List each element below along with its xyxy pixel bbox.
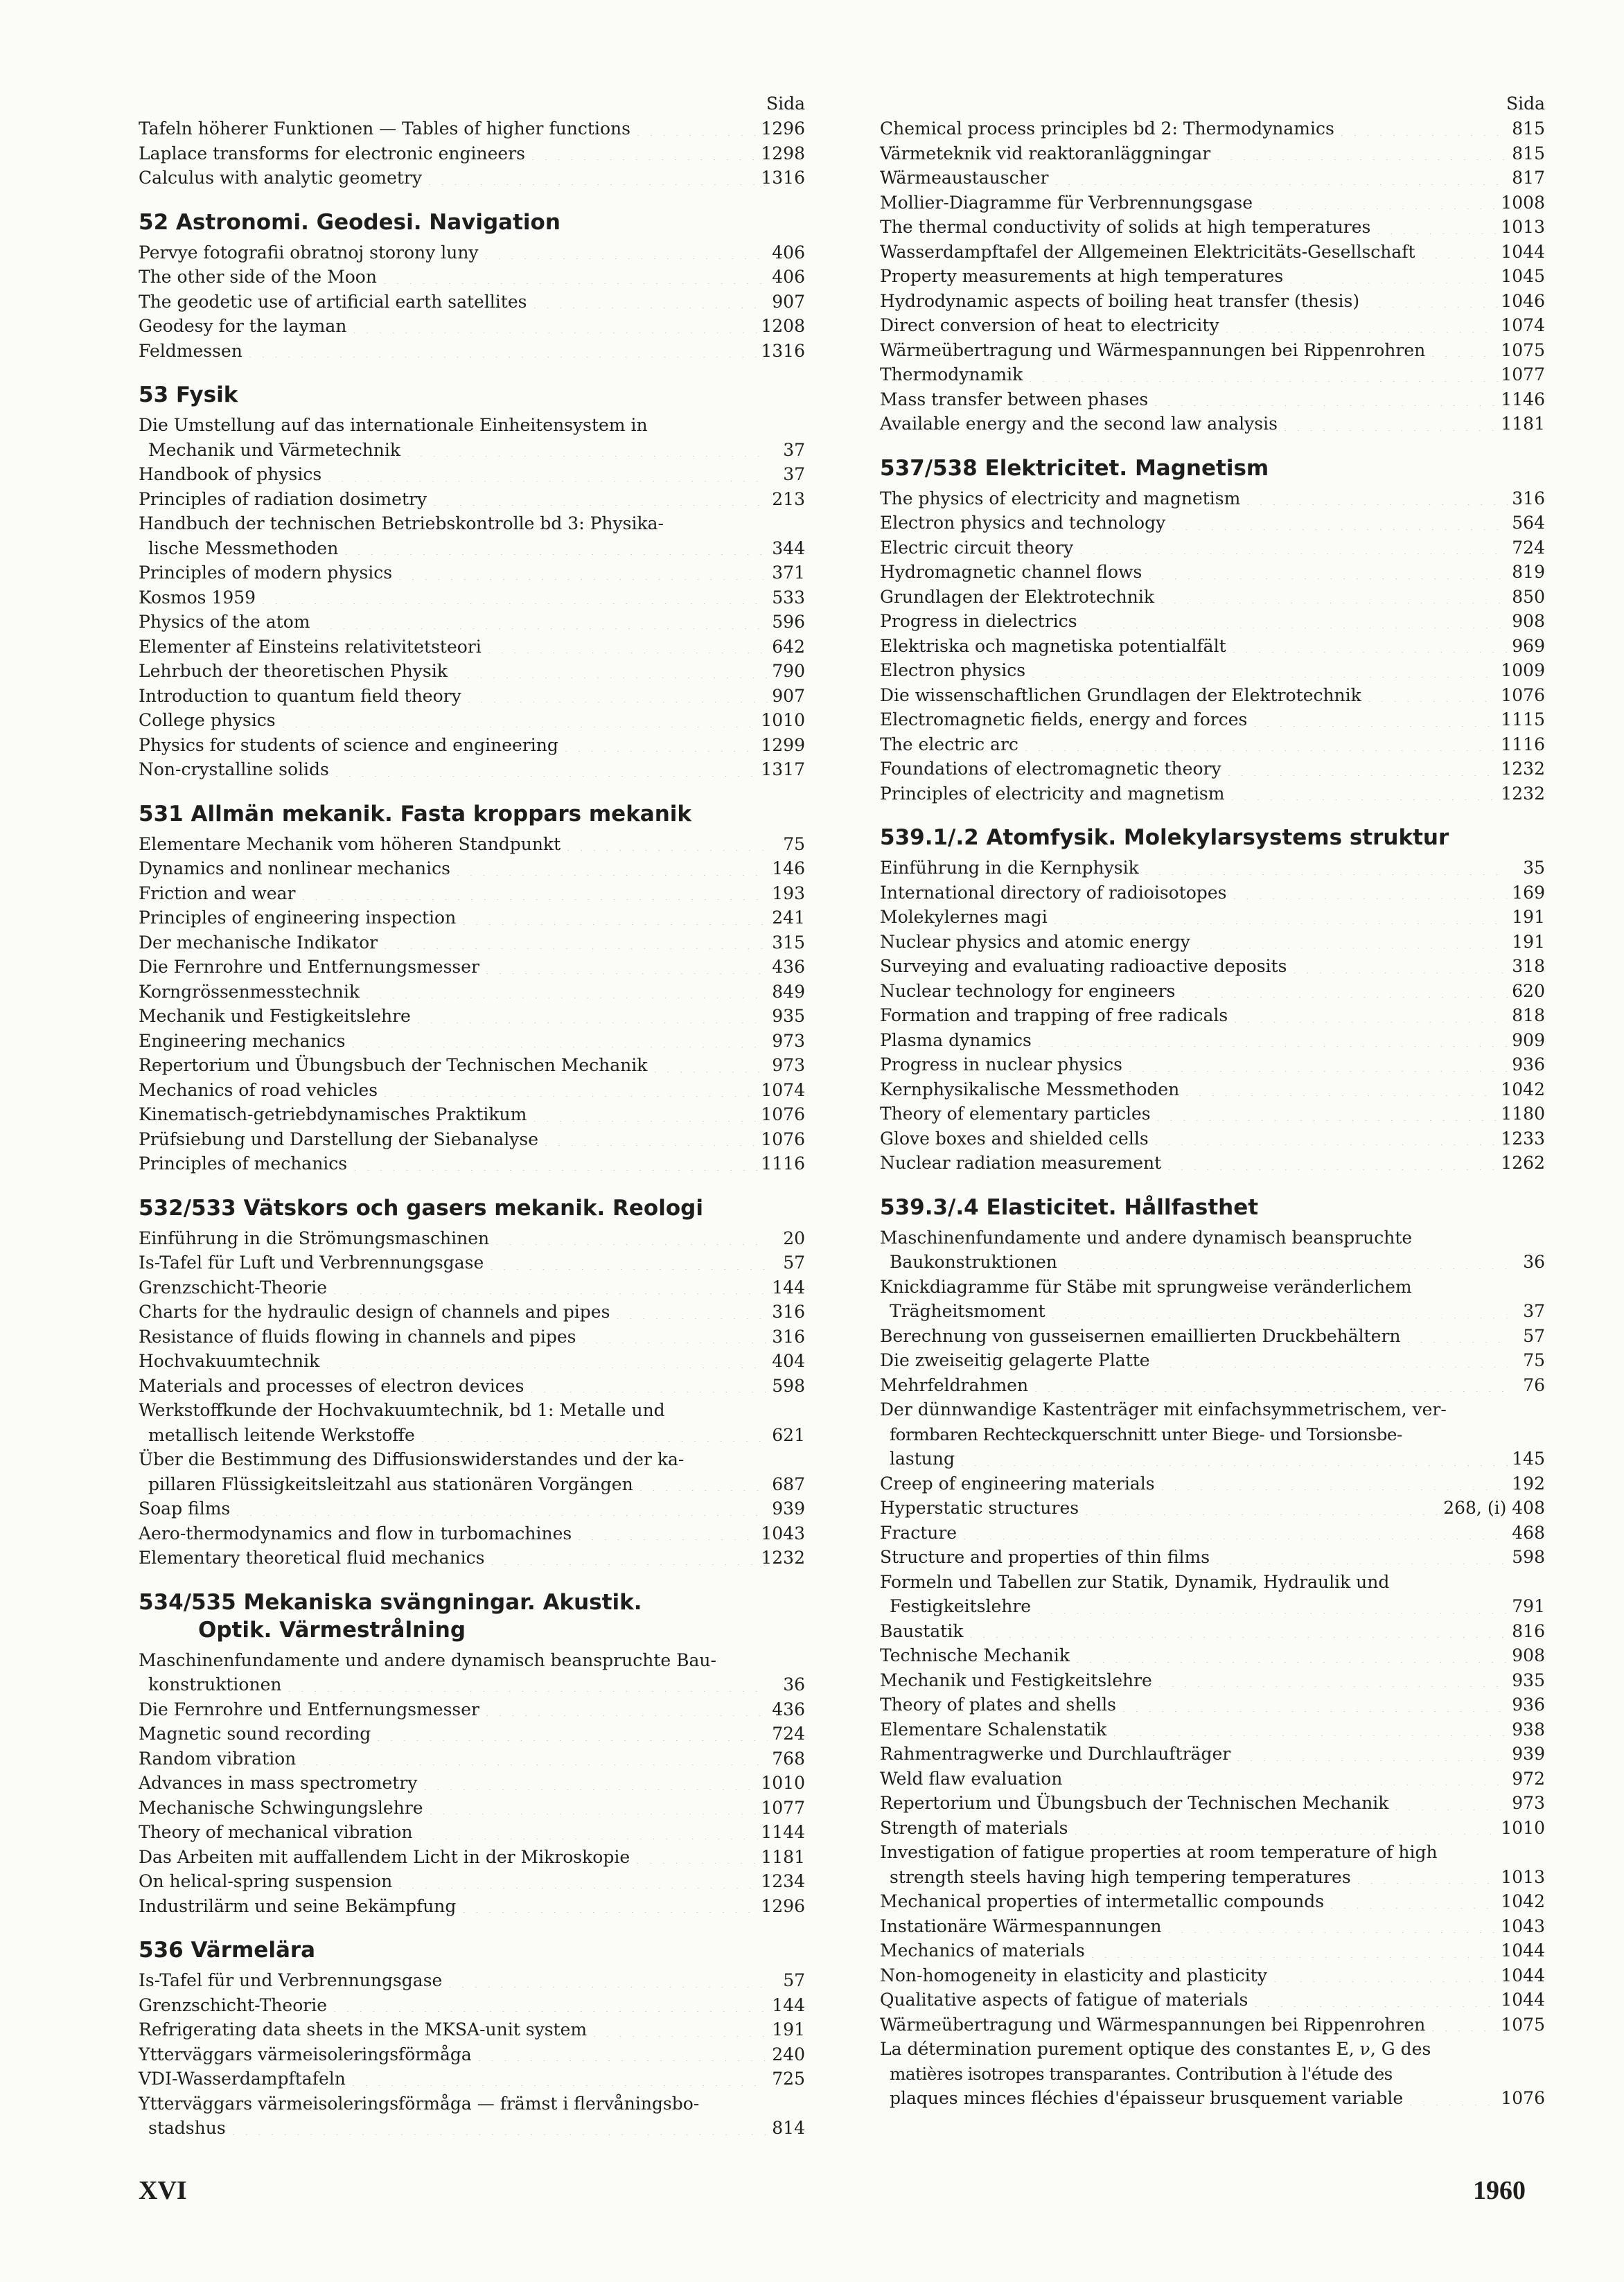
list-item: Technische Mechanik . . . 908 bbox=[880, 1643, 1545, 1668]
section-531-list bbox=[139, 832, 805, 1176]
list-item: Die Fernrohre und Entfernungsmesser . . . 436 bbox=[139, 1697, 805, 1722]
section-53-list bbox=[139, 413, 805, 782]
list-item: Mehrfeldrahmen . . . 76 bbox=[880, 1373, 1545, 1398]
list-item: Wasserdampftafel der Allgemeinen Elektricitäts-Gesellschaft . . . 1044 bbox=[880, 240, 1545, 265]
list-item: Electron physics . . . 1009 bbox=[880, 658, 1545, 683]
list-item-line: Ytterväggars värmeisoleringsförmåga — främst i flervåningsbo- bbox=[139, 2093, 700, 2114]
list-item: Formation and trapping of free radicals . . . 818 bbox=[880, 1003, 1545, 1028]
list-item: Mollier-Diagramme für Verbrennungsgase . . . 1008 bbox=[880, 191, 1545, 215]
list-item: lische Messmethoden . . . 344 bbox=[139, 536, 805, 561]
section-heading-537-538: 537/538 Elektricitet. Magnetism bbox=[880, 455, 1269, 481]
list-item: Repertorium und Übungsbuch der Technischen Mechanik . . . 973 bbox=[139, 1053, 805, 1078]
page-number-roman: XVI bbox=[139, 2176, 187, 2205]
list-item: Engineering mechanics . . . 973 bbox=[139, 1029, 805, 1054]
list-item-line: Investigation of fatigue properties at room temperature of high bbox=[880, 1842, 1438, 1862]
list-item: Kinematisch-getriebdynamisches Praktikum . . . 1076 bbox=[139, 1102, 805, 1127]
list-item: Hydrodynamic aspects of boiling heat transfer (thesis) . . . 1046 bbox=[880, 289, 1545, 314]
list-item: Foundations of electromagnetic theory . . . 1232 bbox=[880, 757, 1545, 781]
section-heading-531: 531 Allmän mekanik. Fasta kroppars mekanik bbox=[139, 801, 692, 826]
list-item: The thermal conductivity of solids at high temperatures . . . 1013 bbox=[880, 215, 1545, 240]
list-item: Repertorium und Übungsbuch der Technischen Mechanik . . . 973 bbox=[880, 1791, 1545, 1816]
list-item: stadshus . . . 814 bbox=[139, 2116, 805, 2141]
list-item: Hochvakuumtechnik . . . 404 bbox=[139, 1349, 805, 1374]
list-item: Fracture . . . 468 bbox=[880, 1521, 1545, 1546]
list-item: Elementare Schalenstatik . . . 938 bbox=[880, 1717, 1545, 1742]
list-item: plaques minces fléchies d'épaisseur brusquement variable . . . 1076 bbox=[880, 2086, 1545, 2111]
list-item: Berechnung von gusseisernen emaillierten Druckbehältern . . . 57 bbox=[880, 1324, 1545, 1349]
list-item: Baustatik . . . 816 bbox=[880, 1619, 1545, 1644]
list-item: Soap films . . . 939 bbox=[139, 1496, 805, 1521]
list-item-line: Knickdiagramme für Stäbe mit sprungweise veränderlichem bbox=[880, 1276, 1412, 1297]
list-item: Mechanische Schwingungslehre . . . 1077 bbox=[139, 1796, 805, 1821]
list-item: Mechanics of materials . . . 1044 bbox=[880, 1938, 1545, 1963]
section-heading-536: 536 Värmelära bbox=[139, 1938, 316, 1963]
list-item: pillaren Flüssigkeitsleitzahl aus stationären Vorgängen . . . 687 bbox=[139, 1472, 805, 1497]
list-item: Electromagnetic fields, energy and forces . . . 1115 bbox=[880, 707, 1545, 732]
section-heading-53: 53 Fysik bbox=[139, 382, 238, 407]
list-item: Advances in mass spectrometry . . . 1010 bbox=[139, 1771, 805, 1796]
list-item: The electric arc . . . 1116 bbox=[880, 732, 1545, 757]
list-item: Physics for students of science and engineering . . . 1299 bbox=[139, 733, 805, 758]
list-item: Wärmeübertragung und Wärmespannungen bei Rippenrohren . . . 1075 bbox=[880, 338, 1545, 363]
list-item: Mechanical properties of intermetallic compounds . . . 1042 bbox=[880, 1889, 1545, 1914]
list-item: The geodetic use of artificial earth satellites . . . 907 bbox=[139, 290, 805, 315]
list-item: Handbook of physics . . . 37 bbox=[139, 462, 805, 487]
list-item: Baukonstruktionen . . . 36 bbox=[880, 1250, 1545, 1275]
list-item: Aero-thermodynamics and flow in turbomachines . . . 1043 bbox=[139, 1521, 805, 1546]
list-item: Die zweiseitig gelagerte Platte . . . 75 bbox=[880, 1348, 1545, 1373]
list-item: Kosmos 1959 . . . 533 bbox=[139, 585, 805, 610]
list-item: Charts for the hydraulic design of channels and pipes . . . 316 bbox=[139, 1300, 805, 1325]
list-item: Mechanik und Festigkeitslehre . . . 935 bbox=[880, 1668, 1545, 1693]
list-item: Introduction to quantum field theory . . . 907 bbox=[139, 684, 805, 709]
right-intro-list bbox=[880, 116, 1545, 436]
list-item: Thermodynamik . . . 1077 bbox=[880, 362, 1545, 387]
right-column bbox=[880, 91, 1545, 2111]
list-item: VDI-Wasserdampftafeln . . . 725 bbox=[139, 2067, 805, 2091]
list-item: Elektriska och magnetiska potentialfält . . . 969 bbox=[880, 634, 1545, 659]
list-item: Wärmeübertragung und Wärmespannungen bei Rippenrohren . . . 1075 bbox=[880, 2013, 1545, 2037]
list-item: Grenzschicht-Theorie . . . 144 bbox=[139, 1993, 805, 2018]
list-item-line: matières isotropes transparantes. Contribution à l'étude des bbox=[890, 2063, 1393, 2084]
list-item: Chemical process principles bd 2: Thermodynamics . . . 815 bbox=[880, 116, 1545, 141]
list-item: Nuclear physics and atomic energy . . . 191 bbox=[880, 930, 1545, 955]
left-column bbox=[139, 91, 805, 2141]
list-item: Resistance of fluids flowing in channels and pipes . . . 316 bbox=[139, 1325, 805, 1350]
section-heading-539-3-4: 539.3/.4 Elasticitet. Hållfasthet bbox=[880, 1194, 1259, 1220]
list-item: Mechanik und Festigkeitslehre . . . 935 bbox=[139, 1004, 805, 1029]
list-item: Random vibration . . . 768 bbox=[139, 1746, 805, 1771]
list-item-line: Über die Bestimmung des Diffusionswiderstandes und der ka- bbox=[139, 1449, 685, 1469]
section-532-list bbox=[139, 1226, 805, 1571]
list-item: Tafeln höherer Funktionen — Tables of higher functions . . . 1296 bbox=[139, 116, 805, 141]
list-item: Das Arbeiten mit auffallendem Licht in der Mikroskopie . . . 1181 bbox=[139, 1845, 805, 1870]
list-item-line: La détermination purement optique des constantes E, ν, G des bbox=[880, 2039, 1431, 2059]
section-5393-list bbox=[880, 1226, 1545, 2111]
list-item: Mechanics of road vehicles . . . 1074 bbox=[139, 1078, 805, 1103]
list-item: Qualitative aspects of fatigue of materials . . . 1044 bbox=[880, 1988, 1545, 2013]
list-item: konstruktionen . . . 36 bbox=[139, 1672, 805, 1697]
list-item: Mass transfer between phases . . . 1146 bbox=[880, 387, 1545, 412]
section-heading-52: 52 Astronomi. Geodesi. Navigation bbox=[139, 209, 561, 235]
list-item-line: Die Umstellung auf das internationale Einheitensystem in bbox=[139, 415, 648, 435]
list-item: Principles of engineering inspection . . . 241 bbox=[139, 905, 805, 930]
list-item: Elementer af Einsteins relativitetsteori . . . 642 bbox=[139, 635, 805, 660]
list-item: Die Fernrohre und Entfernungsmesser . . . 436 bbox=[139, 955, 805, 980]
list-item: Refrigerating data sheets in the MKSA-unit system . . . 191 bbox=[139, 2017, 805, 2042]
list-item: Calculus with analytic geometry . . . 1316 bbox=[139, 166, 805, 191]
list-item: Nuclear radiation measurement . . . 1262 bbox=[880, 1151, 1545, 1176]
list-item: metallisch leitende Werkstoffe . . . 621 bbox=[139, 1423, 805, 1448]
list-item: Is-Tafel für und Verbrennungsgase . . . 57 bbox=[139, 1968, 805, 1993]
list-item: Theory of mechanical vibration . . . 1144 bbox=[139, 1820, 805, 1845]
list-item: Principles of radiation dosimetry . . . 213 bbox=[139, 487, 805, 512]
section-536-list bbox=[139, 1968, 805, 2141]
list-item: Rahmentragwerke und Durchlaufträger . . . 939 bbox=[880, 1742, 1545, 1767]
list-item: Friction and wear . . . 193 bbox=[139, 881, 805, 906]
list-item: Available energy and the second law analysis . . . 1181 bbox=[880, 412, 1545, 436]
list-item: Einführung in die Strömungsmaschinen . . . 20 bbox=[139, 1226, 805, 1251]
list-item: strength steels having high tempering temperatures . . . 1013 bbox=[880, 1865, 1545, 1890]
list-item-line: Der dünnwandige Kastenträger mit einfachsymmetrischem, ver- bbox=[880, 1399, 1447, 1419]
list-item: Weld flaw evaluation . . . 972 bbox=[880, 1767, 1545, 1792]
page-column-label: Sida bbox=[1506, 94, 1545, 114]
list-item-line: formbaren Rechteckquerschnitt unter Biege- und Torsionsbe- bbox=[890, 1424, 1402, 1444]
list-item: Structure and properties of thin films . . . 598 bbox=[880, 1545, 1545, 1570]
left-intro-list bbox=[139, 116, 805, 191]
list-item: Korngrössenmesstechnik . . . 849 bbox=[139, 980, 805, 1005]
list-item: Der mechanische Indikator . . . 315 bbox=[139, 930, 805, 955]
list-item: On helical-spring suspension . . . 1234 bbox=[139, 1869, 805, 1894]
section-537-list bbox=[880, 486, 1545, 806]
year-label: 1960 bbox=[1473, 2176, 1526, 2205]
list-item: Lehrbuch der theoretischen Physik . . . 790 bbox=[139, 659, 805, 684]
list-item: Strength of materials . . . 1010 bbox=[880, 1816, 1545, 1841]
list-item: Prüfsiebung und Darstellung der Siebanalyse . . . 1076 bbox=[139, 1127, 805, 1152]
list-item: Grenzschicht-Theorie . . . 144 bbox=[139, 1275, 805, 1300]
section-heading-532-533: 532/533 Vätskors och gasers mekanik. Reologi bbox=[139, 1195, 703, 1221]
list-item: Värmeteknik vid reaktoranläggningar . . . 815 bbox=[880, 141, 1545, 166]
list-item: Elementare Mechanik vom höheren Standpunkt . . . 75 bbox=[139, 832, 805, 857]
list-item: Geodesy for the layman . . . 1208 bbox=[139, 314, 805, 339]
list-item: Theory of elementary particles . . . 1180 bbox=[880, 1102, 1545, 1126]
list-item: Trägheitsmoment . . . 37 bbox=[880, 1299, 1545, 1324]
list-item: Nuclear technology for engineers . . . 620 bbox=[880, 979, 1545, 1004]
list-item: Direct conversion of heat to electricity . . . 1074 bbox=[880, 313, 1545, 338]
list-item: Property measurements at high temperatures . . . 1045 bbox=[880, 264, 1545, 289]
list-item-line: Maschinenfundamente und andere dynamisch beanspruchte Bau- bbox=[139, 1649, 716, 1670]
list-item: Creep of engineering materials . . . 192 bbox=[880, 1471, 1545, 1496]
section-heading-539-1-2: 539.1/.2 Atomfysik. Molekylarsystems struktur bbox=[880, 825, 1449, 850]
list-item: Physics of the atom . . . 596 bbox=[139, 610, 805, 635]
list-item: Is-Tafel für Luft und Verbrennungsgase . . . 57 bbox=[139, 1250, 805, 1275]
list-item: Hyperstatic structures . . . 268, (i) 408 bbox=[880, 1496, 1545, 1521]
list-item: Festigkeitslehre . . . 791 bbox=[880, 1594, 1545, 1619]
section-heading-534-535-cont: Optik. Värmestrålning bbox=[198, 1617, 466, 1643]
list-item: Ytterväggars värmeisoleringsförmåga . . . 240 bbox=[139, 2042, 805, 2067]
section-52-list bbox=[139, 240, 805, 364]
list-item: lastung . . . 145 bbox=[880, 1447, 1545, 1471]
list-item-line: Maschinenfundamente und andere dynamisch beanspruchte bbox=[880, 1227, 1413, 1248]
list-item: Principles of mechanics . . . 1116 bbox=[139, 1151, 805, 1176]
list-item: Non-homogeneity in elasticity and plasticity . . . 1044 bbox=[880, 1963, 1545, 1988]
list-item: Dynamics and nonlinear mechanics . . . 146 bbox=[139, 856, 805, 881]
list-item-line: Formeln und Tabellen zur Statik, Dynamik, Hydraulik und bbox=[880, 1571, 1390, 1592]
page-column-label: Sida bbox=[766, 94, 805, 114]
list-item: Elementary theoretical fluid mechanics . . . 1232 bbox=[139, 1546, 805, 1571]
list-item: Glove boxes and shielded cells . . . 1233 bbox=[880, 1126, 1545, 1151]
list-item: Theory of plates and shells . . . 936 bbox=[880, 1692, 1545, 1717]
list-item: Plasma dynamics . . . 909 bbox=[880, 1028, 1545, 1053]
list-item: Molekylernes magi . . . 191 bbox=[880, 905, 1545, 930]
list-item: Magnetic sound recording . . . 724 bbox=[139, 1722, 805, 1746]
list-item: Hydromagnetic channel flows . . . 819 bbox=[880, 560, 1545, 585]
section-534-list bbox=[139, 1648, 805, 1919]
list-item: Feldmessen . . . 1316 bbox=[139, 339, 805, 364]
list-item: College physics . . . 1010 bbox=[139, 708, 805, 733]
list-item: Laplace transforms for electronic engineers . . . 1298 bbox=[139, 141, 805, 166]
section-5391-list bbox=[880, 856, 1545, 1176]
list-item: Non-crystalline solids . . . 1317 bbox=[139, 757, 805, 782]
section-heading-534-535: 534/535 Mekaniska svängningar. Akustik. bbox=[139, 1589, 642, 1615]
list-item: Die wissenschaftlichen Grundlagen der Elektrotechnik . . . 1076 bbox=[880, 683, 1545, 708]
list-item: Grundlagen der Elektrotechnik . . . 850 bbox=[880, 585, 1545, 610]
list-item: Principles of modern physics . . . 371 bbox=[139, 560, 805, 585]
list-item: Einführung in die Kernphysik . . . 35 bbox=[880, 856, 1545, 881]
list-item: Principles of electricity and magnetism . . . 1232 bbox=[880, 781, 1545, 806]
list-item: International directory of radioisotopes . . . 169 bbox=[880, 881, 1545, 905]
list-item: Kernphysikalische Messmethoden . . . 1042 bbox=[880, 1077, 1545, 1102]
list-item: Progress in dielectrics . . . 908 bbox=[880, 609, 1545, 634]
list-item-line: Werkstoffkunde der Hochvakuumtechnik, bd 1: Metalle und bbox=[139, 1400, 665, 1420]
list-item-line: Handbuch der technischen Betriebskontrolle bd 3: Physika- bbox=[139, 513, 664, 533]
list-item: Electron physics and technology . . . 564 bbox=[880, 511, 1545, 536]
list-item: Pervye fotografii obratnoj storony luny . . . 406 bbox=[139, 240, 805, 265]
list-item: The physics of electricity and magnetism . . . 316 bbox=[880, 486, 1545, 511]
list-item: Materials and processes of electron devices . . . 598 bbox=[139, 1374, 805, 1399]
list-item: The other side of the Moon . . . 406 bbox=[139, 265, 805, 290]
list-item: Progress in nuclear physics . . . 936 bbox=[880, 1052, 1545, 1077]
list-item: Instationäre Wärmespannungen . . . 1043 bbox=[880, 1914, 1545, 1939]
list-item: Wärmeaustauscher . . . 817 bbox=[880, 166, 1545, 191]
list-item: Mechanik und Värmetechnik . . . 37 bbox=[139, 438, 805, 463]
list-item: Surveying and evaluating radioactive deposits . . . 318 bbox=[880, 954, 1545, 979]
list-item: Industrilärm und seine Bekämpfung . . . 1296 bbox=[139, 1894, 805, 1919]
list-item: Electric circuit theory . . . 724 bbox=[880, 536, 1545, 560]
